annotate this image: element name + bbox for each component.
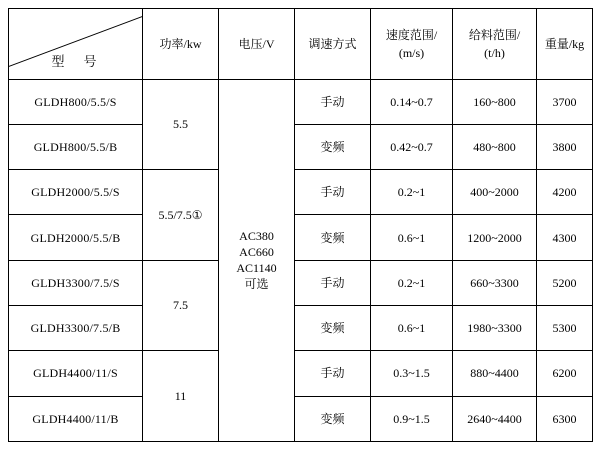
cell-feed-range: 400~2000 [453, 170, 537, 215]
cell-model: GLDH4400/11/S [9, 351, 143, 396]
cell-feed-range: 2640~4400 [453, 396, 537, 441]
cell-speed-mode: 变频 [295, 396, 371, 441]
header-speed-range-line2: (m/s) [398, 45, 425, 60]
table-row [9, 79, 593, 124]
cell-feed-range: 1980~3300 [453, 306, 537, 351]
voltage-line-4: 可选 [244, 277, 269, 292]
cell-weight: 6200 [537, 351, 593, 396]
header-speed-range-line1: 速度范围/ [385, 27, 438, 42]
cell-power: 5.5 [143, 79, 219, 170]
cell-weight: 6300 [537, 396, 593, 441]
voltage-line-2: AC660 [239, 245, 274, 260]
cell-weight: 5300 [537, 306, 593, 351]
cell-model: GLDH3300/7.5/S [9, 260, 143, 305]
cell-speed-range: 0.42~0.7 [371, 124, 453, 169]
cell-speed-mode: 手动 [295, 170, 371, 215]
header-voltage: 电压/V [219, 9, 295, 80]
cell-feed-range: 160~800 [453, 79, 537, 124]
cell-speed-range: 0.3~1.5 [371, 351, 453, 396]
cell-weight: 4200 [537, 170, 593, 215]
table-row [9, 124, 593, 169]
table-row [9, 215, 593, 260]
cell-feed-range: 660~3300 [453, 260, 537, 305]
cell-speed-range: 0.9~1.5 [371, 396, 453, 441]
cell-feed-range: 480~800 [453, 124, 537, 169]
table-row [9, 306, 593, 351]
header-model-diagonal-cell [9, 9, 143, 80]
cell-power: 7.5 [143, 260, 219, 351]
table-row [9, 260, 593, 305]
header-model-label: 型 号 [51, 54, 100, 70]
cell-model: GLDH4400/11/B [9, 396, 143, 441]
specification-table [8, 8, 593, 442]
spec-table-document [0, 8, 600, 458]
cell-model: GLDH800/5.5/B [9, 124, 143, 169]
cell-weight: 3700 [537, 79, 593, 124]
cell-model: GLDH800/5.5/S [9, 79, 143, 124]
table-row [9, 396, 593, 441]
header-feed-range [453, 9, 537, 80]
cell-speed-range: 0.2~1 [371, 170, 453, 215]
cell-voltage [219, 79, 295, 441]
cell-speed-mode: 手动 [295, 260, 371, 305]
cell-speed-range: 0.2~1 [371, 260, 453, 305]
cell-speed-range: 0.6~1 [371, 306, 453, 351]
cell-power: 11 [143, 351, 219, 442]
table-row [9, 170, 593, 215]
cell-feed-range: 880~4400 [453, 351, 537, 396]
header-speed-range [371, 9, 453, 80]
cell-weight: 3800 [537, 124, 593, 169]
cell-speed-mode: 手动 [295, 351, 371, 396]
cell-speed-mode: 变频 [295, 124, 371, 169]
header-speed-mode: 调速方式 [295, 9, 371, 80]
table-header-row [9, 9, 593, 80]
table-row [9, 351, 593, 396]
cell-feed-range: 1200~2000 [453, 215, 537, 260]
cell-weight: 5200 [537, 260, 593, 305]
cell-speed-mode: 手动 [295, 79, 371, 124]
header-feed-range-line1: 给料范围/ [468, 27, 521, 42]
cell-model: GLDH2000/5.5/S [9, 170, 143, 215]
cell-speed-range: 0.14~0.7 [371, 79, 453, 124]
header-weight: 重量/kg [537, 9, 593, 80]
header-feed-range-line2: (t/h) [484, 45, 505, 60]
voltage-line-1: AC380 [239, 228, 274, 243]
cell-model: GLDH3300/7.5/B [9, 306, 143, 351]
cell-speed-range: 0.6~1 [371, 215, 453, 260]
voltage-line-3: AC1140 [236, 261, 277, 276]
header-power: 功率/kw [143, 9, 219, 80]
cell-speed-mode: 变频 [295, 215, 371, 260]
cell-speed-mode: 变频 [295, 306, 371, 351]
cell-power: 5.5/7.5① [143, 170, 219, 261]
cell-weight: 4300 [537, 215, 593, 260]
cell-model: GLDH2000/5.5/B [9, 215, 143, 260]
